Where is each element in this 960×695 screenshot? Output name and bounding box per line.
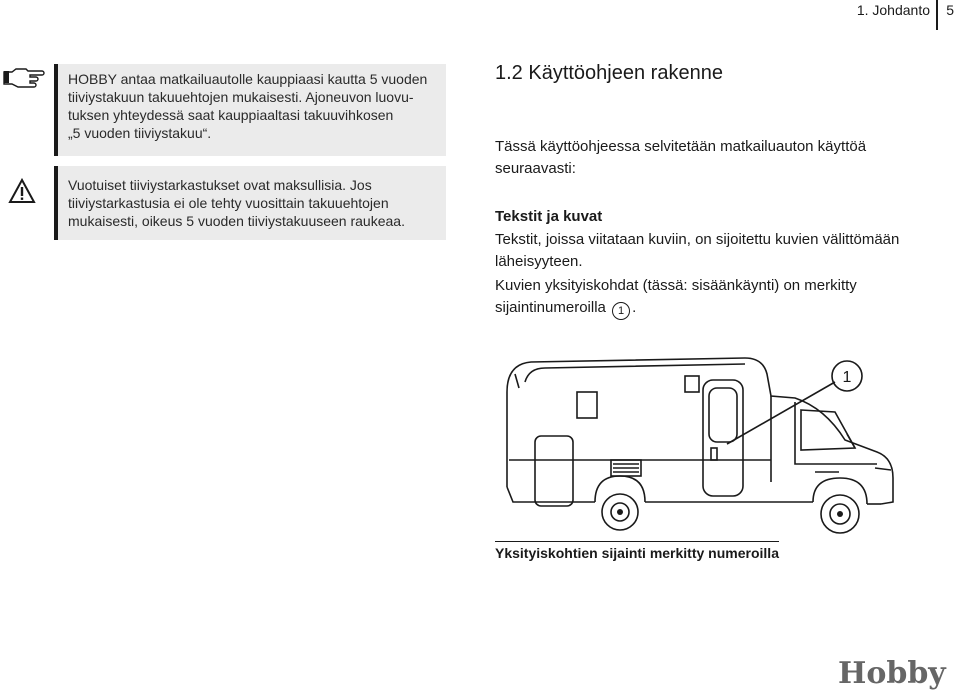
intro-line: Tässä käyttöohjeessa selvitetään matkailuauton käyttöä bbox=[495, 138, 867, 155]
warning-line: Vuotuiset tiiviystarkastukset ovat maksullisia. Jos bbox=[68, 177, 372, 193]
section-title: 1.2 Käyttöohjeen rakenne bbox=[495, 62, 723, 84]
tip-line: tiiviystakuun takuuehtojen mukaisesti. Ajoneuvon luovu- bbox=[68, 89, 414, 105]
paragraph-line: Kuvien yksityiskohdat (tässä: sisäänkäynti) on merkitty bbox=[495, 277, 857, 294]
page-number: 5 bbox=[946, 2, 954, 18]
paragraph-end: . bbox=[632, 299, 637, 316]
paragraph-1 bbox=[495, 229, 935, 273]
warning-line: mukaisesti, oikeus 5 vuoden tiiviystakuuseen raukeaa. bbox=[68, 213, 405, 229]
intro-line: seuraavasti: bbox=[495, 160, 576, 177]
figure-callout: 1 bbox=[842, 369, 852, 386]
warning-line: tiiviystarkastusia ei ole tehty vuosittain takuuehtojen bbox=[68, 195, 389, 211]
tip-line: tuksen yhteydessä saat kauppiaaltasi takuuvihkosen bbox=[68, 107, 394, 123]
warning-triangle-icon bbox=[8, 178, 36, 204]
page-header bbox=[0, 0, 960, 30]
paragraph-line: läheisyyteen. bbox=[495, 253, 583, 270]
figure-caption: Yksityiskohtien sijainti merkitty numeroilla bbox=[495, 541, 779, 561]
tip-note bbox=[54, 64, 446, 156]
position-marker: 1 bbox=[612, 302, 630, 320]
header-divider bbox=[936, 0, 938, 30]
paragraph-line bbox=[495, 297, 935, 320]
paragraph-text: sijaintinumeroilla bbox=[495, 299, 606, 316]
brand-logo: Hobby bbox=[838, 656, 946, 691]
tip-line: „5 vuoden tiiviystakuu“. bbox=[68, 125, 212, 141]
paragraph-2 bbox=[495, 275, 935, 320]
tip-line: HOBBY antaa matkailuautolle kauppiaasi kautta 5 vuoden bbox=[68, 71, 428, 87]
motorhome-illustration bbox=[495, 352, 915, 542]
warning-note bbox=[54, 166, 446, 240]
paragraph-line: Tekstit, joissa viitataan kuviin, on sijoitettu kuvien välittömään bbox=[495, 231, 900, 248]
intro-paragraph bbox=[495, 136, 935, 180]
subheading: Tekstit ja kuvat bbox=[495, 208, 603, 225]
pointing-hand-icon bbox=[2, 66, 46, 88]
chapter-title: 1. Johdanto bbox=[856, 2, 930, 18]
